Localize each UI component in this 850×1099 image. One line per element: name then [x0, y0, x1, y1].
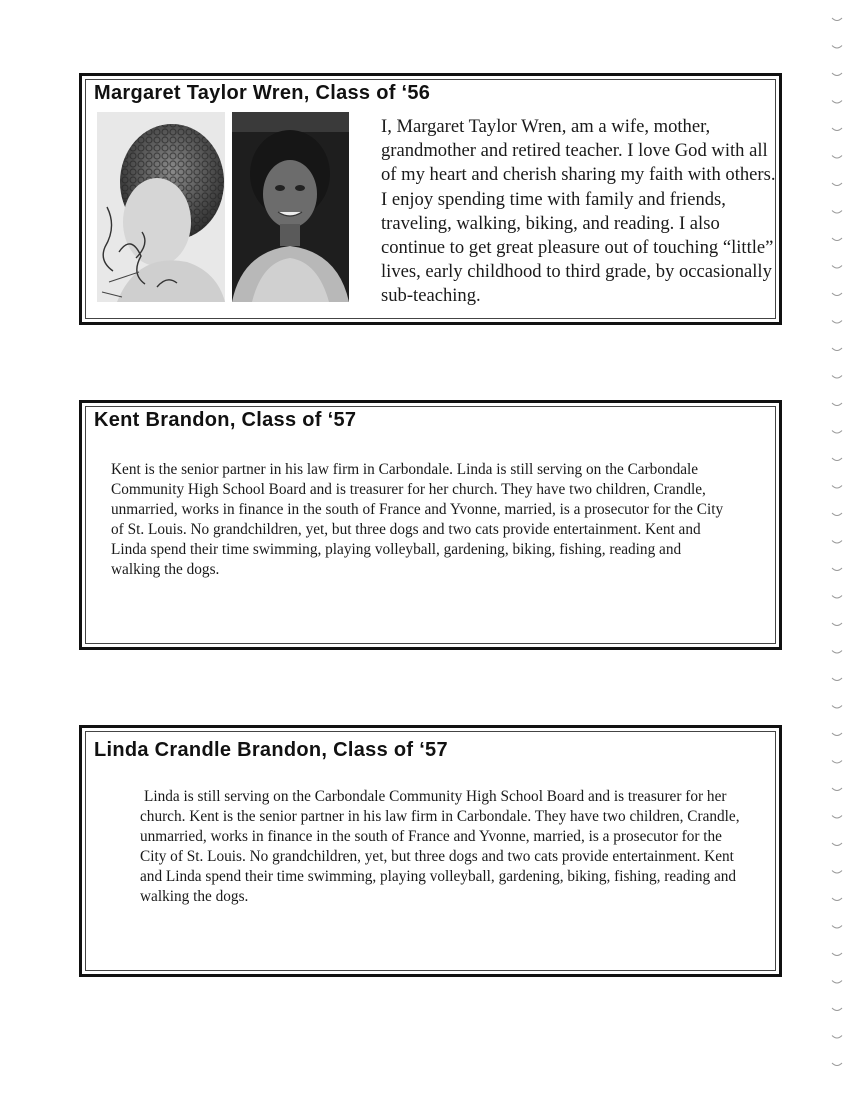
binding-hole — [832, 348, 842, 351]
binding-hole — [832, 981, 842, 984]
binding-hole — [832, 623, 842, 626]
binding-hole — [832, 926, 842, 929]
binding-hole — [832, 733, 842, 736]
binding-hole — [832, 431, 842, 434]
profile-title: Kent Brandon, Class of ‘57 — [94, 409, 357, 431]
binding-hole — [832, 293, 842, 296]
binding-hole — [832, 788, 842, 791]
profile-bio: Linda is still serving on the Carbondale Community High School Board and is treasurer for her church. Kent is the senior partner in his law firm in Carbondale. They have two children, Crandle, unmarried, works in finance in the south of France and Yvonne, married, is a prosecutor for the City of St. Louis. No grandchildren, yet, but three dogs and two cats provide entertainment. Kent and Linda spend their time swimming, playing volleyball, gardening, biking, fishing, reading and walking the dogs. — [140, 788, 740, 905]
binding-hole — [832, 706, 842, 709]
binding-hole — [832, 101, 842, 104]
binding-hole — [832, 183, 842, 186]
binding-hole — [832, 1063, 842, 1066]
profile-card-linda-brandon — [79, 725, 782, 977]
binding-hole — [832, 953, 842, 956]
binding-hole — [832, 211, 842, 214]
binding-hole — [832, 541, 842, 544]
binding-hole — [832, 73, 842, 76]
binding-hole — [832, 871, 842, 874]
binding-hole — [832, 376, 842, 379]
yearbook-portrait-photo — [97, 112, 225, 302]
binding-hole — [832, 403, 842, 406]
profile-card-kent-brandon — [79, 400, 782, 650]
binding-hole — [832, 843, 842, 846]
binding-hole — [832, 816, 842, 819]
binding-hole — [832, 513, 842, 516]
binding-hole — [832, 761, 842, 764]
binding-hole — [832, 238, 842, 241]
binding-hole — [832, 651, 842, 654]
binding-hole — [832, 1036, 842, 1039]
binding-hole — [832, 18, 842, 21]
profile-title: Margaret Taylor Wren, Class of ‘56 — [94, 82, 431, 104]
binding-hole — [832, 156, 842, 159]
binding-hole — [832, 568, 842, 571]
binding-hole — [832, 458, 842, 461]
spiral-binding-marks — [830, 10, 844, 1095]
binding-hole — [832, 678, 842, 681]
binding-hole — [832, 321, 842, 324]
binding-hole — [832, 46, 842, 49]
binding-hole — [832, 486, 842, 489]
binding-hole — [832, 898, 842, 901]
binding-hole — [832, 128, 842, 131]
profile-card-margaret-wren — [79, 73, 782, 325]
profile-bio: I, Margaret Taylor Wren, am a wife, mother, grandmother and retired teacher. I love God with all of my heart and cherish sharing my faith with others. I enjoy spending time with family and friends, traveling, walking, biking, and reading. I also continue to get great pleasure out of touching “little” lives, early childhood to third grade, by occasionally sub-teaching. — [381, 116, 776, 307]
profile-title: Linda Crandle Brandon, Class of ‘57 — [94, 739, 448, 761]
binding-hole — [832, 596, 842, 599]
profile-bio: Kent is the senior partner in his law firm in Carbondale. Linda is still serving on the Carbondale Community High School Board and is treasurer for her church. They have two children, Crandle, unmarried, works in finance in the south of France and Yvonne, married, is a prosecutor for the City of St. Louis. No grandchildren, yet, but three dogs and two cats provide entertainment. Kent and Linda spend their time swimming, playing volleyball, gardening, biking, fishing, reading and walking the dogs. — [111, 461, 724, 578]
binding-hole — [832, 266, 842, 269]
binding-hole — [832, 1008, 842, 1011]
recent-portrait-photo — [232, 112, 349, 302]
